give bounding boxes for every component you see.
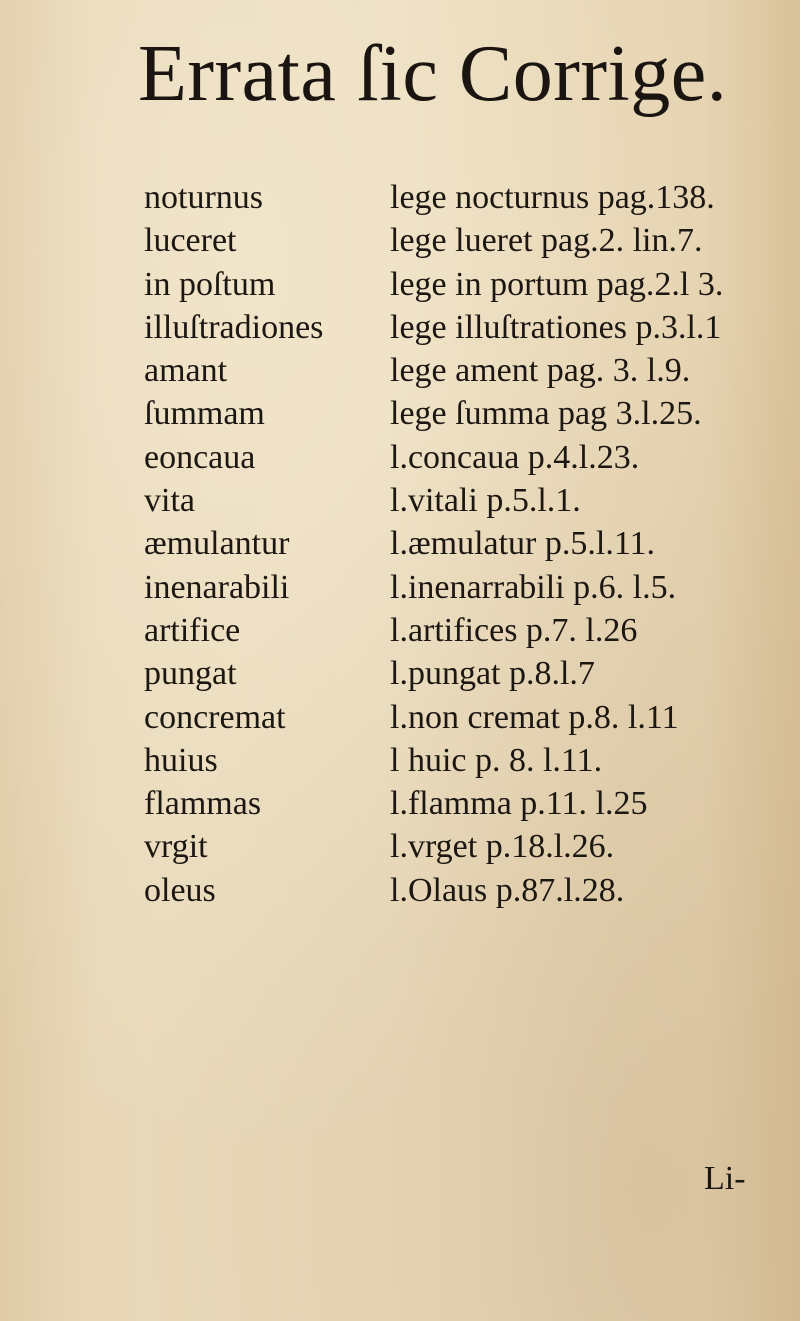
correction: lege ament pag. 3. l.9.	[390, 352, 691, 390]
errata-row	[0, 652, 800, 695]
errata-row	[0, 263, 800, 306]
wrong-reading: ſummam	[144, 395, 265, 433]
errata-row	[0, 825, 800, 868]
correction: l.Olaus p.87.l.28.	[390, 871, 625, 909]
errata-row	[0, 522, 800, 565]
wrong-reading: noturnus	[144, 179, 263, 216]
correction: l.concaua p.4.l.23.	[390, 438, 640, 476]
correction: l.vitali p.5.l.1.	[390, 482, 581, 520]
correction: l.æmulatur p.5.l.11.	[390, 525, 656, 563]
correction: l.pungat p.8.l.7	[390, 655, 595, 693]
correction: l.inenarrabili p.6. l.5.	[390, 568, 677, 606]
wrong-reading: amant	[144, 352, 228, 390]
wrong-reading: huius	[144, 741, 218, 779]
errata-row	[0, 696, 800, 739]
wrong-reading: concremat	[144, 698, 286, 736]
correction: l.flamma p.11. l.25	[390, 785, 648, 823]
errata-row	[0, 739, 800, 782]
correction: lege nocturnus pag.138.	[390, 179, 715, 216]
errata-row	[0, 436, 800, 479]
correction: l.artifices p.7. l.26	[390, 611, 638, 649]
correction: l.vrget p.18.l.26.	[390, 828, 615, 866]
correction: l huic p. 8. l.11.	[390, 741, 603, 779]
catchword: Li-	[704, 1160, 746, 1197]
errata-row	[0, 609, 800, 652]
errata-list	[0, 176, 800, 912]
errata-row	[0, 306, 800, 349]
errata-row	[0, 176, 800, 219]
errata-row	[0, 479, 800, 522]
errata-row	[0, 219, 800, 262]
wrong-reading: illuſtradiones	[144, 308, 324, 346]
page-title: Errata ſic Corrige.	[138, 30, 728, 118]
correction: lege ſumma pag 3.l.25.	[390, 395, 702, 433]
errata-row	[0, 869, 800, 912]
errata-row	[0, 349, 800, 392]
wrong-reading: inenarabili	[144, 568, 290, 606]
errata-row	[0, 392, 800, 435]
wrong-reading: vita	[144, 482, 195, 520]
correction: lege in portum pag.2.l 3.	[390, 265, 724, 303]
wrong-reading: vrgit	[144, 828, 208, 866]
wrong-reading: eoncaua	[144, 438, 256, 476]
wrong-reading: pungat	[144, 655, 237, 693]
correction: lege illuſtrationes p.3.l.1	[390, 308, 722, 346]
correction: lege lueret pag.2. lin.7.	[390, 222, 703, 260]
errata-row	[0, 566, 800, 609]
wrong-reading: æmulantur	[144, 525, 290, 563]
wrong-reading: flammas	[144, 785, 262, 823]
wrong-reading: artifice	[144, 611, 241, 649]
wrong-reading: oleus	[144, 871, 216, 909]
wrong-reading: luceret	[144, 222, 237, 260]
wrong-reading: in poſtum	[144, 265, 276, 303]
errata-row	[0, 782, 800, 825]
correction: l.non cremat p.8. l.11	[390, 698, 679, 736]
